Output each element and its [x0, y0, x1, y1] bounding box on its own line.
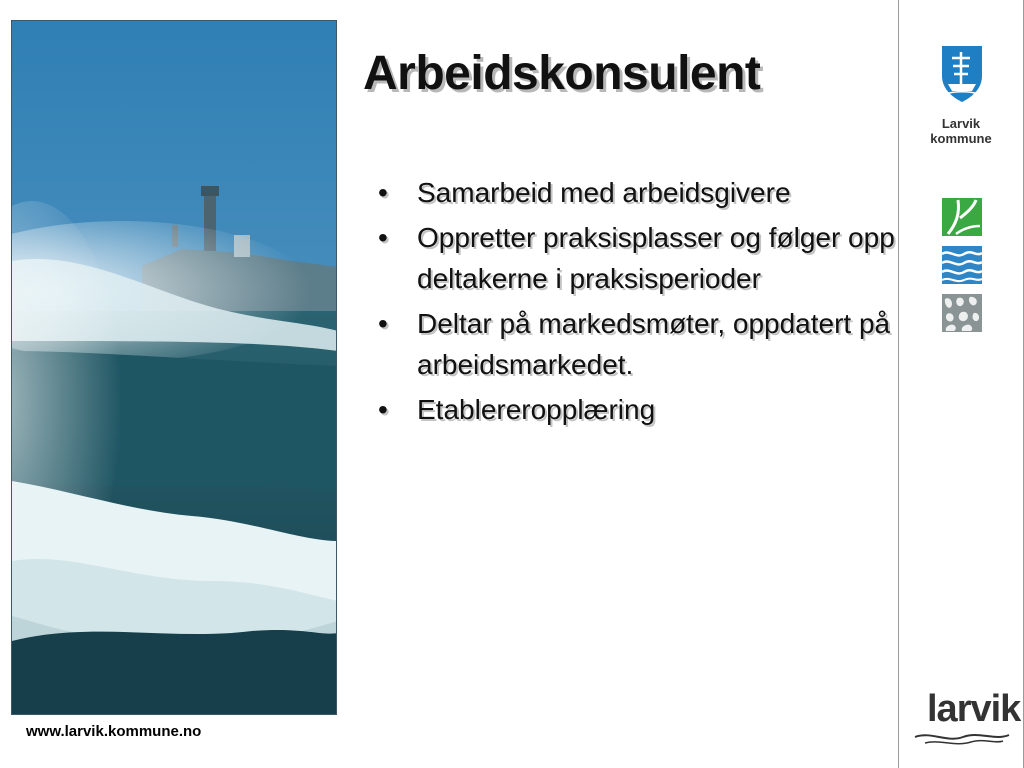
wave-tile-icon [942, 246, 982, 284]
bullet-item [378, 303, 898, 385]
kommune-line2: kommune [930, 131, 992, 146]
kommune-name [899, 116, 1023, 146]
bullet-item [378, 172, 898, 213]
footer-url[interactable]: www.larvik.kommune.no [26, 723, 202, 740]
kommune-line1: Larvik [941, 116, 981, 131]
slide-title: Arbeidskonsulent [363, 47, 761, 100]
bullet-dot: • [378, 308, 388, 339]
lighthouse-sea-photo [11, 20, 337, 715]
bullet-text: Deltar på markedsmøter, oppdatert på arbeidsmarkedet. [417, 308, 891, 380]
bullet-dot: • [378, 177, 388, 208]
ship-crest-icon [940, 44, 984, 104]
bullet-text: Etablereropplæring [417, 394, 656, 425]
bullet-text: Samarbeid med arbeidsgivere [417, 177, 791, 208]
bullet-item [378, 217, 898, 299]
bullet-dot: • [378, 222, 388, 253]
larvik-logo-text: larvik [927, 688, 1021, 730]
bullet-item [378, 389, 898, 430]
bullet-list [378, 172, 898, 434]
sidebar-panel [898, 0, 1024, 768]
bullet-text: Oppretter praksisplasser og følger opp deltakerne i praksisperioder [417, 222, 895, 294]
stone-tile-icon [942, 294, 982, 332]
larvik-wave-logo-icon [911, 697, 1011, 747]
bullet-dot: • [378, 394, 388, 425]
leaf-tile-icon [942, 198, 982, 236]
